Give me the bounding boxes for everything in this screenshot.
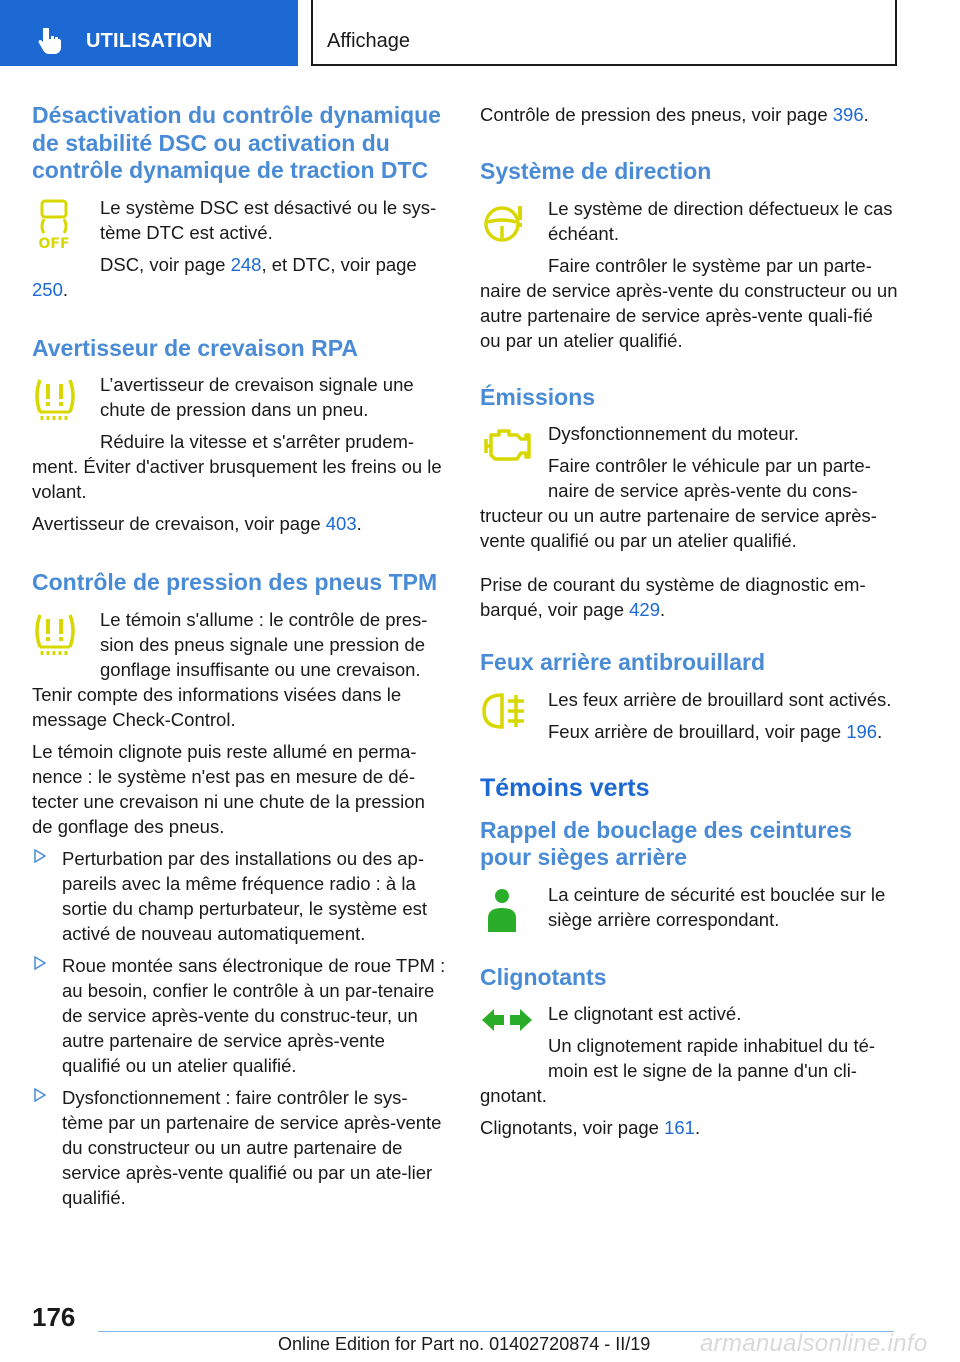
seatbelt-passenger-icon [480,886,520,936]
tpm-bullet-list [32,846,446,1210]
page-link-248[interactable]: 248 [230,253,262,275]
page-link-196[interactable]: 196 [846,720,878,742]
tpm-heading: Contrôle de pression des pneus TPM [32,569,438,595]
belt-text-1: La ceinture de sécurité est bouclée sur le siège arrière correspondant. [548,883,886,930]
rpa-text-2: Réduire la vitesse et s'arrêter prudem-ment. Éviter d'activer brusquement les freins ou le volant. [32,431,442,502]
rear-fog-light-icon [480,691,532,731]
steering-text-2: Faire contrôler le système par un parte-naire de service après-vente du constructeur ou un autre partenaire de service après-vente quali-fié ou par un atelier qualifié. [480,254,898,351]
triangle-bullet-icon [34,1088,46,1102]
fog-text-1: Les feux arrière de brouillard sont activés. [548,688,892,710]
turn-text-1: Le clignotant est activé. [548,1003,742,1024]
emissions-heading: Émissions [480,383,596,410]
triangle-bullet-icon [34,849,46,863]
hand-pointer-icon [38,26,62,54]
steering-text-1: Le système de direction défectueux le cas échéant. [548,197,893,244]
svg-text:OFF: OFF [38,235,70,251]
turn-signal-icon [480,1005,534,1035]
rpa-heading: Avertisseur de crevaison RPA [32,334,358,361]
tire-pressure-warning-icon [32,376,78,422]
belt-heading: Rappel de bouclage des ceintures pour sièges arrière [480,816,852,870]
page-tab-title: Affichage [327,30,411,52]
page-link-161[interactable]: 161 [664,1117,695,1138]
left-column [32,102,446,1217]
page-link-396[interactable]: 396 [832,104,864,125]
emissions-text-2: Faire contrôler le véhicule par un parte-naire de service après-vente du cons-tructeur ou un autre partenaire de service après-vente qualifié ou par un atelier qualifié. [480,455,877,551]
tpm-text-1: Le témoin s'allume : le contrôle de pres-sion des pneus signale une pression de gonflage insuffisante ou une crevaison. Tenir compte des informations visées dans le message Check-Control. [32,608,428,730]
rpa-text-3: Avertisseur de crevaison, voir page 403. [32,513,362,534]
tpm-block [32,607,446,739]
page-link-250[interactable]: 250 [32,278,63,300]
dsc-block [32,195,446,309]
rpa-text-1: L’avertisseur de crevaison signale une chute de pression dans un pneu. [100,374,414,420]
section-title: UTILISATION [86,30,213,52]
fog-heading: Feux arrière antibrouillard [480,649,766,675]
page-tab[interactable] [311,0,897,66]
turn-text-3: Clignotants, voir page 161. [480,1117,701,1138]
tire-pressure-warning-icon [32,611,78,657]
section-tab[interactable] [0,0,298,66]
dsc-heading: Désactivation du contrôle dynamique de stabilité DSC ou activation du contrôle dynamique de traction DTC [32,102,441,183]
emissions-block [480,421,898,560]
dsc-off-icon [32,199,76,251]
turn-block [480,1001,898,1115]
belt-block [480,882,898,942]
emissions-text-1: Dysfonctionnement du moteur. [548,423,799,444]
list-item: Perturbation par des installations ou des ap-pareils avec la même fréquence radio : à la sortie du champ perturbateur, le système est activé de nouveau automatiquement. [32,846,446,946]
page-header [0,0,960,66]
watermark: armanualsonline.info [700,1330,928,1357]
page-link-429[interactable]: 429 [629,599,661,620]
triangle-bullet-icon [34,956,46,970]
page-number: 176 [32,1302,76,1332]
rpa-block [32,372,446,511]
steering-block [480,196,898,360]
page-link-403[interactable]: 403 [325,513,357,534]
edition-text: Online Edition for Part no. 01402720874 - II/19 [278,1334,651,1354]
dsc-text-1: Le système DSC est désactivé ou le sys-tème DTC est activé. [100,196,437,243]
turn-heading: Clignotants [480,963,607,990]
right-column [480,102,898,1147]
list-item: Dysfonctionnement : faire contrôler le sys-tème par un partenaire de service après-vente du constructeur ou un autre partenaire de service après-vente qualifié ou par un ate-lier qualifié. [32,1085,446,1210]
steering-heading: Système de direction [480,158,712,184]
fog-text-2: Feux arrière de brouillard, voir page 196. [548,720,883,742]
steering-warning-icon [480,200,530,246]
green-indicators-heading: Témoins verts [480,773,650,802]
tpm-text-2: Le témoin clignote puis reste allumé en perma-nence : le système n'est pas en mesure de dé-tecter une crevaison ni une chute de la pression de gonflage des pneus. [32,740,425,837]
list-item: Roue montée sans électronique de roue TPM : au besoin, confier le contrôle à un par-tenaire de service après-vente du construc-teur, un autre partenaire de service après-vente qualifié ou un atelier qualifié. [32,953,446,1078]
dsc-text-2: DSC, voir page 248, et DTC, voir page 250. [32,253,417,300]
turn-text-2: Un clignotement rapide inhabituel du té-moin est le signe de la panne d'un cli-gnotant. [480,1035,876,1106]
tpm-ref-text: Contrôle de pression des pneus, voir page 396. [480,104,869,125]
fog-block [480,687,898,751]
emissions-text-3: Prise de courant du système de diagnostic em-barqué, voir page 429. [480,574,866,620]
engine-warning-icon [480,425,532,467]
